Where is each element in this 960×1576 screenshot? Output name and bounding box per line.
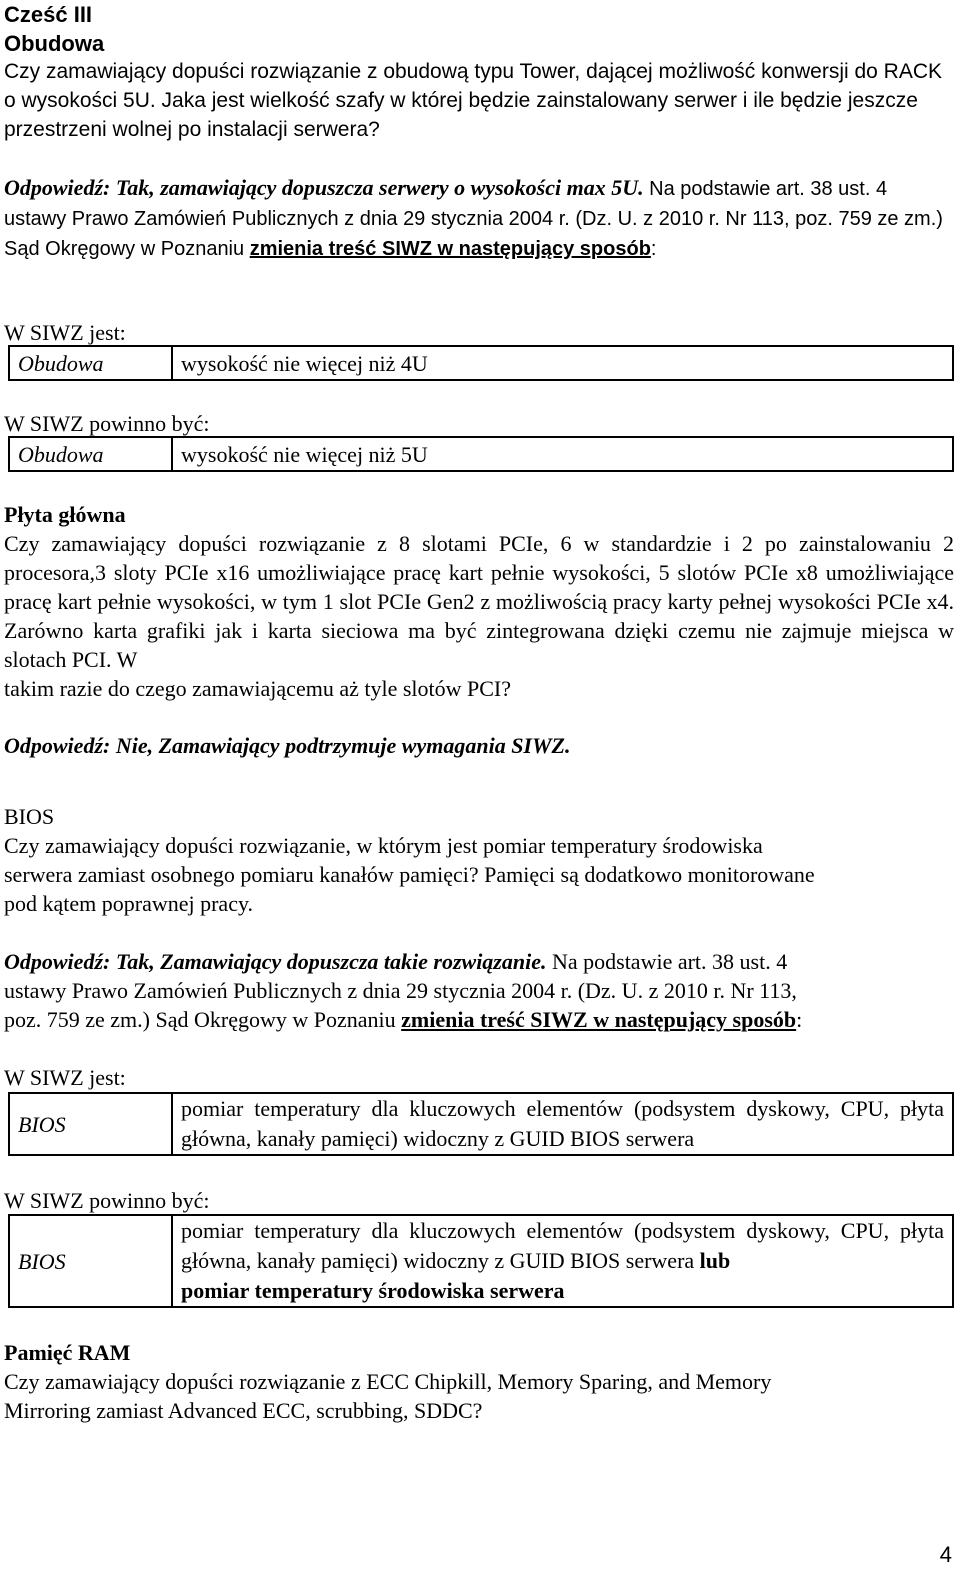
siwz-is-label: W SIWZ jest:	[4, 320, 126, 345]
answer-text: poz. 759 ze zm.) Sąd Okręgowy w Poznaniu	[4, 1007, 402, 1032]
question-bios-line2: serwera zamiast osobnego pomiaru kanałów pamięci? Pamięci są dodatkowo monitorowane	[4, 862, 815, 887]
siwz-should-label: W SIWZ powinno być:	[4, 1188, 210, 1213]
siwz-should-table	[8, 1214, 954, 1308]
answer-bios-line3	[4, 1005, 802, 1034]
question-obudowa: Czy zamawiający dopuści rozwiązanie z obudową typu Tower, dającej możliwość konwersji do RACK o wysokości 5U. Jaka jest wielkość szafy w której będzie zainstalowany serwer i ile będzie jeszcze przestrzeni wolnej po instalacji serwera?	[4, 60, 943, 141]
question-ram-line1: Czy zamawiający dopuści rozwiązanie z ECC Chipkill, Memory Sparing, and Memory	[4, 1369, 772, 1394]
spec-value	[172, 1215, 953, 1307]
part-title: Cześć III	[4, 2, 93, 27]
spec-value: pomiar temperatury dla kluczowych elementów (podsystem dyskowy, CPU, płyta główna, kanały pamięci) widoczny z GUID BIOS serwera	[172, 1093, 953, 1155]
spec-value-bold-or: lub	[699, 1248, 731, 1273]
answer-text: Na podstawie art. 38 ust. 4 ustawy Prawo Zamówień Publicznych z dnia 29 stycznia 2004 r. (Dz. U. z 2010 r. Nr 113, poz. 759 ze zm.) Sąd Okręgowy w Poznaniu	[4, 178, 943, 260]
answer-bios-line2: ustawy Prawo Zamówień Publicznych z dnia 29 stycznia 2004 r. (Dz. U. z 2010 r. Nr 113,	[4, 978, 797, 1003]
question-bios-line1: Czy zamawiający dopuści rozwiązanie, w którym jest pomiar temperatury środowiska	[4, 833, 763, 858]
answer-change-link: zmienia treść SIWZ w następujący sposób	[401, 1007, 797, 1032]
spec-key: BIOS	[9, 1093, 172, 1155]
siwz-is-table	[8, 1092, 954, 1156]
answer-bios-line1	[4, 947, 787, 976]
spec-key: Obudowa	[9, 437, 172, 471]
spec-key: Obudowa	[9, 346, 172, 380]
siwz-is-label: W SIWZ jest:	[4, 1065, 126, 1090]
answer-colon: :	[796, 1007, 803, 1032]
siwz-should-table	[8, 436, 954, 472]
spec-value: wysokość nie więcej niż 5U	[172, 437, 953, 471]
spec-value-bold-text: pomiar temperatury środowiska serwera	[181, 1278, 565, 1303]
section-title-obudowa: Obudowa	[4, 31, 105, 56]
spec-value-text: pomiar temperatury dla kluczowych elementów (podsystem dyskowy, CPU, płyta główna, kanały pamięci) widoczny z GUID BIOS serwera	[181, 1218, 944, 1273]
section-title-bios: BIOS	[4, 804, 55, 829]
answer-colon: :	[650, 238, 657, 260]
answer-label: Odpowiedź: Tak, zamawiający dopuszcza serwery o wysokości max 5U.	[4, 175, 644, 200]
question-plyta-text: Czy zamawiający dopuści rozwiązanie z 8 slotami PCIe, 6 w standardzie i 2 po zainstalowaniu 2 procesora,3 sloty PCIe x16 umożliwiające pracę kart pełnie wysokości, 5 slotów PCIe x8 umożliwiające pracę kart pełnie wysokości, w tym 1 slot PCIe Gen2 z możliwością pracy karty pełnej wysokości PCIe x4.	[4, 531, 954, 614]
siwz-is-table	[8, 345, 954, 381]
answer-obudowa	[4, 173, 950, 264]
page-number: 4	[939, 1542, 952, 1567]
answer-label: Odpowiedź: Tak, Zamawiający dopuszcza takie rozwiązanie.	[4, 949, 547, 974]
siwz-should-label: W SIWZ powinno być:	[4, 411, 210, 436]
answer-plyta: Odpowiedź: Nie, Zamawiający podtrzymuje wymagania SIWZ.	[4, 733, 571, 758]
spec-value: wysokość nie więcej niż 4U	[172, 346, 953, 380]
question-ram-line2: Mirroring zamiast Advanced ECC, scrubbing, SDDC?	[4, 1398, 483, 1423]
answer-text: Na podstawie art. 38 ust. 4	[546, 949, 788, 974]
section-title-plyta: Płyta główna	[4, 502, 126, 527]
question-plyta-rest1: Zarówno karta grafiki jak i karta sieciowa ma być zintegrowana dzięki czemu nie zajmuje miejsca w slotach PCI. W	[4, 618, 954, 672]
spec-key: BIOS	[9, 1215, 172, 1307]
question-plyta-rest2: takim razie do czego zamawiającemu aż tyle slotów PCI?	[4, 676, 512, 701]
question-plyta	[4, 529, 954, 674]
section-title-ram: Pamięć RAM	[4, 1340, 131, 1365]
question-bios-line3: pod kątem poprawnej pracy.	[4, 891, 254, 916]
answer-change-link: zmienia treść SIWZ w następujący sposób	[249, 238, 651, 260]
